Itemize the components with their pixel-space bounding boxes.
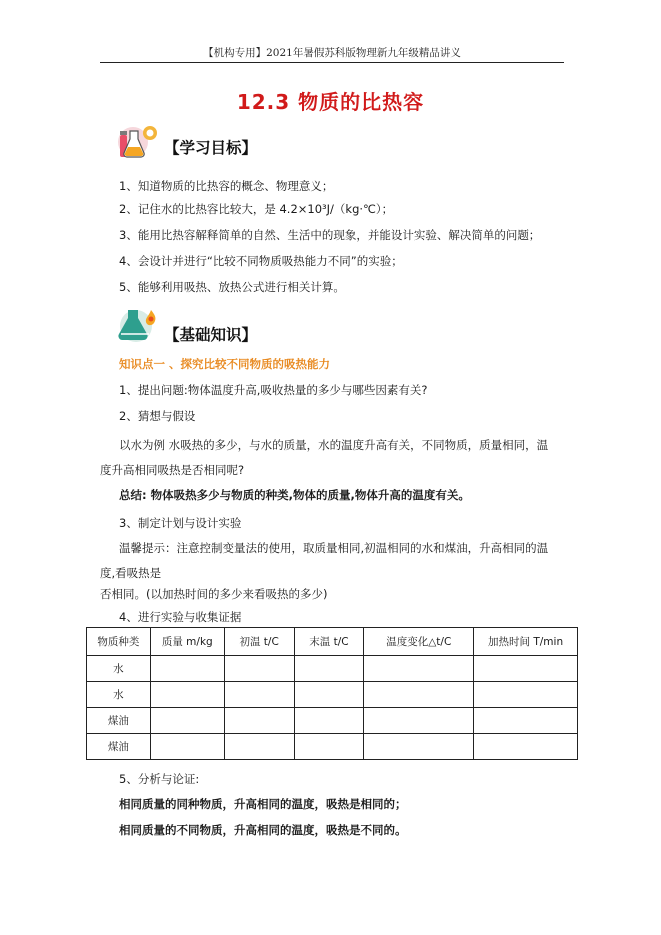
section-heading-basic-knowledge: 【基础知识】 [164, 326, 258, 344]
table-cell [364, 734, 474, 760]
table-cell [474, 734, 578, 760]
table-header-row [87, 628, 578, 656]
conclusion-text: 相同质量的同种物质，升高相同的温度，吸热是相同的； [119, 797, 407, 811]
goal-item: 4、会设计并进行“比较不同物质吸热能力不同”的实验； [119, 254, 403, 268]
step-text: 2、猜想与假设 [119, 409, 196, 423]
paragraph-line: 否相同。(以加热时间的多少来看吸热的多少) [100, 587, 328, 601]
step-text: 3、制定计划与设计实验 [119, 516, 242, 530]
table-cell: 煤油 [87, 708, 151, 734]
step-text: 4、进行实验与收集证据 [119, 610, 242, 624]
column-header: 温度变化△t/C [364, 628, 474, 656]
experiment-table [86, 627, 578, 760]
table-cell [150, 708, 224, 734]
table-cell: 水 [87, 682, 151, 708]
table-cell [224, 734, 294, 760]
page-header: 【机构专用】2021年暑假苏科版物理新九年级精品讲义 [203, 47, 461, 59]
table-cell [474, 656, 578, 682]
table-cell [224, 682, 294, 708]
table-row [87, 656, 578, 682]
conclusion-text: 相同质量的不同物质，升高相同的温度，吸热是不同的。 [119, 823, 407, 837]
table-cell [224, 656, 294, 682]
column-header: 加热时间 T/min [474, 628, 578, 656]
table-row [87, 682, 578, 708]
table-cell [364, 656, 474, 682]
column-header: 物质种类 [87, 628, 151, 656]
knowledge-point-title: 知识点一 、探究比较不同物质的吸热能力 [119, 357, 331, 371]
flask-flame-icon [116, 304, 162, 344]
table-cell: 水 [87, 656, 151, 682]
step-text: 1、提出问题:物体温度升高,吸收热量的多少与哪些因素有关? [119, 383, 428, 397]
table-cell [150, 682, 224, 708]
header-divider [100, 62, 564, 63]
table-cell [294, 656, 364, 682]
table-cell [474, 708, 578, 734]
table-cell [364, 708, 474, 734]
lab-flasks-icon [116, 121, 162, 161]
table-cell [294, 682, 364, 708]
section-heading-learning-goals: 【学习目标】 [164, 139, 258, 157]
summary-text: 总结: 物体吸热多少与物质的种类,物体的质量,物体升高的温度有关。 [119, 488, 470, 502]
table-cell: 煤油 [87, 734, 151, 760]
table-cell [150, 656, 224, 682]
goal-item: 3、能用比热容解释简单的自然、生活中的现象，并能设计实验、解决简单的问题； [119, 228, 541, 242]
step-text: 5、分析与论证: [119, 772, 200, 786]
table-cell [294, 708, 364, 734]
paragraph-line: 温馨提示：注意控制变量法的使用，取质量相同,初温相同的水和煤油，升高相同的温 [119, 541, 549, 555]
paragraph-line: 度升高相同吸热是否相同呢? [100, 463, 245, 477]
goal-item: 2、记住水的比热容比较大，是 4.2×10³J/（kg·℃）； [119, 202, 394, 216]
paragraph-line: 以水为例 水吸热的多少，与水的质量，水的温度升高有关，不同物质，质量相同，温 [119, 438, 549, 452]
goal-item: 5、能够利用吸热、放热公式进行相关计算。 [119, 280, 345, 294]
table-cell [224, 708, 294, 734]
table-cell [150, 734, 224, 760]
table-cell [474, 682, 578, 708]
column-header: 初温 t/C [224, 628, 294, 656]
table-cell [364, 682, 474, 708]
page-title: 12.3 物质的比热容 [236, 90, 425, 114]
table-cell [294, 734, 364, 760]
table-row [87, 734, 578, 760]
goal-item: 1、知道物质的比热容的概念、物理意义； [119, 179, 334, 193]
column-header: 质量 m/kg [150, 628, 224, 656]
paragraph-line: 度,看吸热是 [100, 566, 162, 580]
table-row [87, 708, 578, 734]
column-header: 末温 t/C [294, 628, 364, 656]
